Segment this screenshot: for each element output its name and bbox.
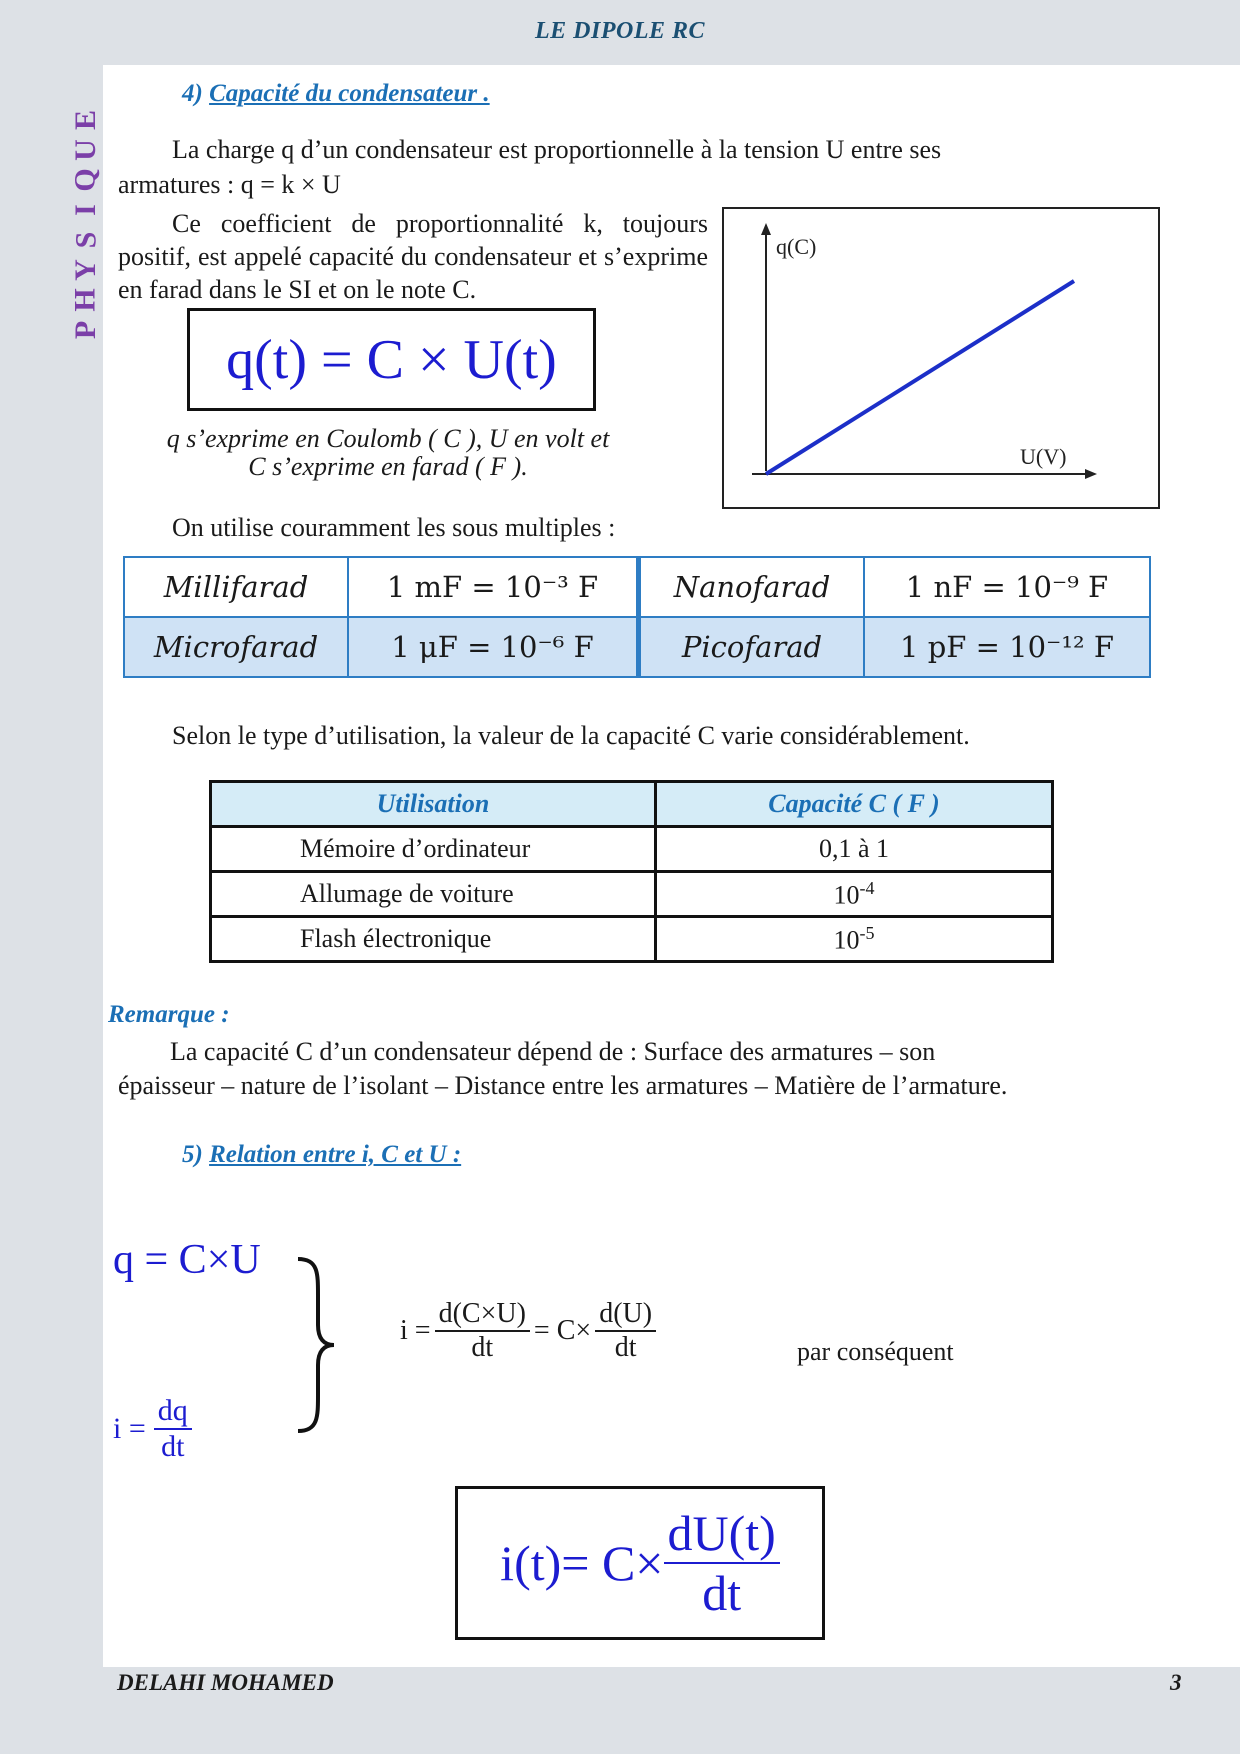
proportionality-formula: q = k × U: [240, 170, 341, 199]
capacity-cell: [656, 872, 1053, 917]
units-row: [124, 617, 1150, 677]
units-note: [118, 425, 658, 481]
unit-value: 1 nF = 10⁻⁹ F: [864, 557, 1150, 617]
sidebar-letter: Q: [69, 168, 102, 192]
equation-i: [113, 1394, 192, 1464]
table-row: [211, 827, 1053, 872]
sidebar-subject: [66, 106, 106, 344]
final-den: dt: [702, 1565, 742, 1621]
deriv-lhs: i =: [400, 1315, 431, 1346]
charge-voltage-graph: [722, 207, 1160, 509]
usage-cell: Allumage de voiture: [211, 872, 656, 917]
usage-cell: Flash électronique: [211, 917, 656, 962]
final-num: dU(t): [664, 1504, 780, 1564]
eq-i-fraction: [154, 1394, 192, 1464]
section4-title: Capacité du condensateur .: [209, 80, 490, 107]
page-header-title: LE DIPOLE RC: [534, 18, 705, 44]
usage-cell: Mémoire d’ordinateur: [211, 827, 656, 872]
section4-heading: [182, 80, 490, 108]
section5-heading: [182, 1141, 461, 1169]
sidebar-letter: H: [69, 288, 102, 312]
deriv-fraction-2: [595, 1298, 656, 1364]
remark-line2: épaisseur – nature de l’isolant – Distance entre les armatures – Matière de l’armature.: [118, 1071, 1008, 1100]
eq-i-num: dq: [154, 1394, 192, 1430]
sidebar-letter: I: [69, 204, 102, 216]
units-note-line2: C s’exprime en farad ( F ).: [248, 452, 528, 481]
capacity-cell: [656, 917, 1053, 962]
x-axis-arrow: [1085, 469, 1097, 479]
remark-title: Remarque :: [108, 1001, 230, 1028]
eq-i-den: dt: [161, 1430, 185, 1463]
capacity-exponent: -4: [859, 877, 875, 898]
deriv-num-2: d(U): [595, 1298, 656, 1332]
final-formula-box: [455, 1486, 825, 1640]
curly-brace: [290, 1255, 340, 1435]
capacity-base: 10: [833, 925, 860, 955]
eq-i-lhs: i =: [113, 1412, 146, 1445]
units-table: [123, 556, 1151, 678]
equation-q: q = C×U: [113, 1237, 261, 1283]
consequence-text: par conséquent: [797, 1337, 954, 1366]
section4-para2: Ce coefficient de proportionnalité k, toujours positif, est appelé capacité du condensateur et s’exprime en farad dans le SI et on le note C.: [118, 209, 708, 304]
derivation-equation: [400, 1298, 656, 1364]
main-formula-box: [187, 308, 596, 411]
deriv-den-1: dt: [471, 1332, 494, 1363]
main-formula: q(t) = C × U(t): [226, 328, 557, 391]
unit-name: Picofarad: [639, 617, 865, 677]
remark-line1: La capacité C d’un condensateur dépend de : Surface des armatures – son: [170, 1037, 936, 1066]
unit-name: Microfarad: [124, 617, 348, 677]
multiples-intro: On utilise couramment les sous multiples :: [172, 513, 616, 542]
final-lhs: i(t)= C×: [500, 1535, 664, 1591]
graph-svg: [724, 209, 1158, 507]
unit-value: 1 pF = 10⁻¹² F: [864, 617, 1150, 677]
units-note-line1: q s’exprime en Coulomb ( C ), U en volt et: [166, 424, 610, 453]
usage-header-row: [211, 782, 1053, 827]
y-axis-arrow: [761, 223, 771, 235]
capacity-base: 10: [833, 880, 860, 910]
para1-line1: La charge q d’un condensateur est proportionnelle à la tension U entre ses: [172, 135, 942, 164]
unit-name: Millifarad: [124, 557, 348, 617]
final-fraction: [664, 1504, 780, 1622]
table-row: [211, 872, 1053, 917]
section5-title: Relation entre i, C et U :: [209, 1141, 462, 1168]
usage-table: [209, 780, 1054, 963]
sidebar-letter: Y: [68, 259, 102, 281]
section5-number: 5): [182, 1141, 203, 1168]
usage-intro: Selon le type d’utilisation, la valeur de la capacité C varie considérablement.: [172, 721, 970, 750]
deriv-mid: = C×: [533, 1315, 592, 1346]
y-axis-label: q(C): [776, 234, 817, 259]
sidebar-letter: U: [68, 139, 102, 161]
section4-number: 4): [182, 80, 203, 107]
x-axis-label: U(V): [1020, 444, 1067, 469]
usage-header: Capacité C ( F ): [656, 782, 1053, 827]
para1-line2: [118, 168, 341, 201]
deriv-num-1: d(C×U): [435, 1298, 530, 1332]
footer-author: DELAHI MOHAMED: [117, 1670, 334, 1695]
sidebar-letter: E: [68, 109, 102, 131]
deriv-fraction-1: [435, 1298, 530, 1364]
footer-page-number: 3: [1170, 1670, 1182, 1695]
capacity-exponent: -5: [859, 922, 875, 943]
unit-name: Nanofarad: [639, 557, 865, 617]
para1-line2-text: armatures :: [118, 170, 241, 199]
sidebar-letter: S: [69, 231, 102, 249]
unit-value: 1 μF = 10⁻⁶ F: [348, 617, 639, 677]
units-row: [124, 557, 1150, 617]
deriv-den-2: dt: [614, 1332, 637, 1363]
sidebar-letter: P: [68, 320, 102, 340]
section4-para1: [118, 133, 1108, 166]
unit-value: 1 mF = 10⁻³ F: [348, 557, 639, 617]
table-row: [211, 917, 1053, 962]
usage-header: Utilisation: [211, 782, 656, 827]
capacity-cell: 0,1 à 1: [656, 827, 1053, 872]
